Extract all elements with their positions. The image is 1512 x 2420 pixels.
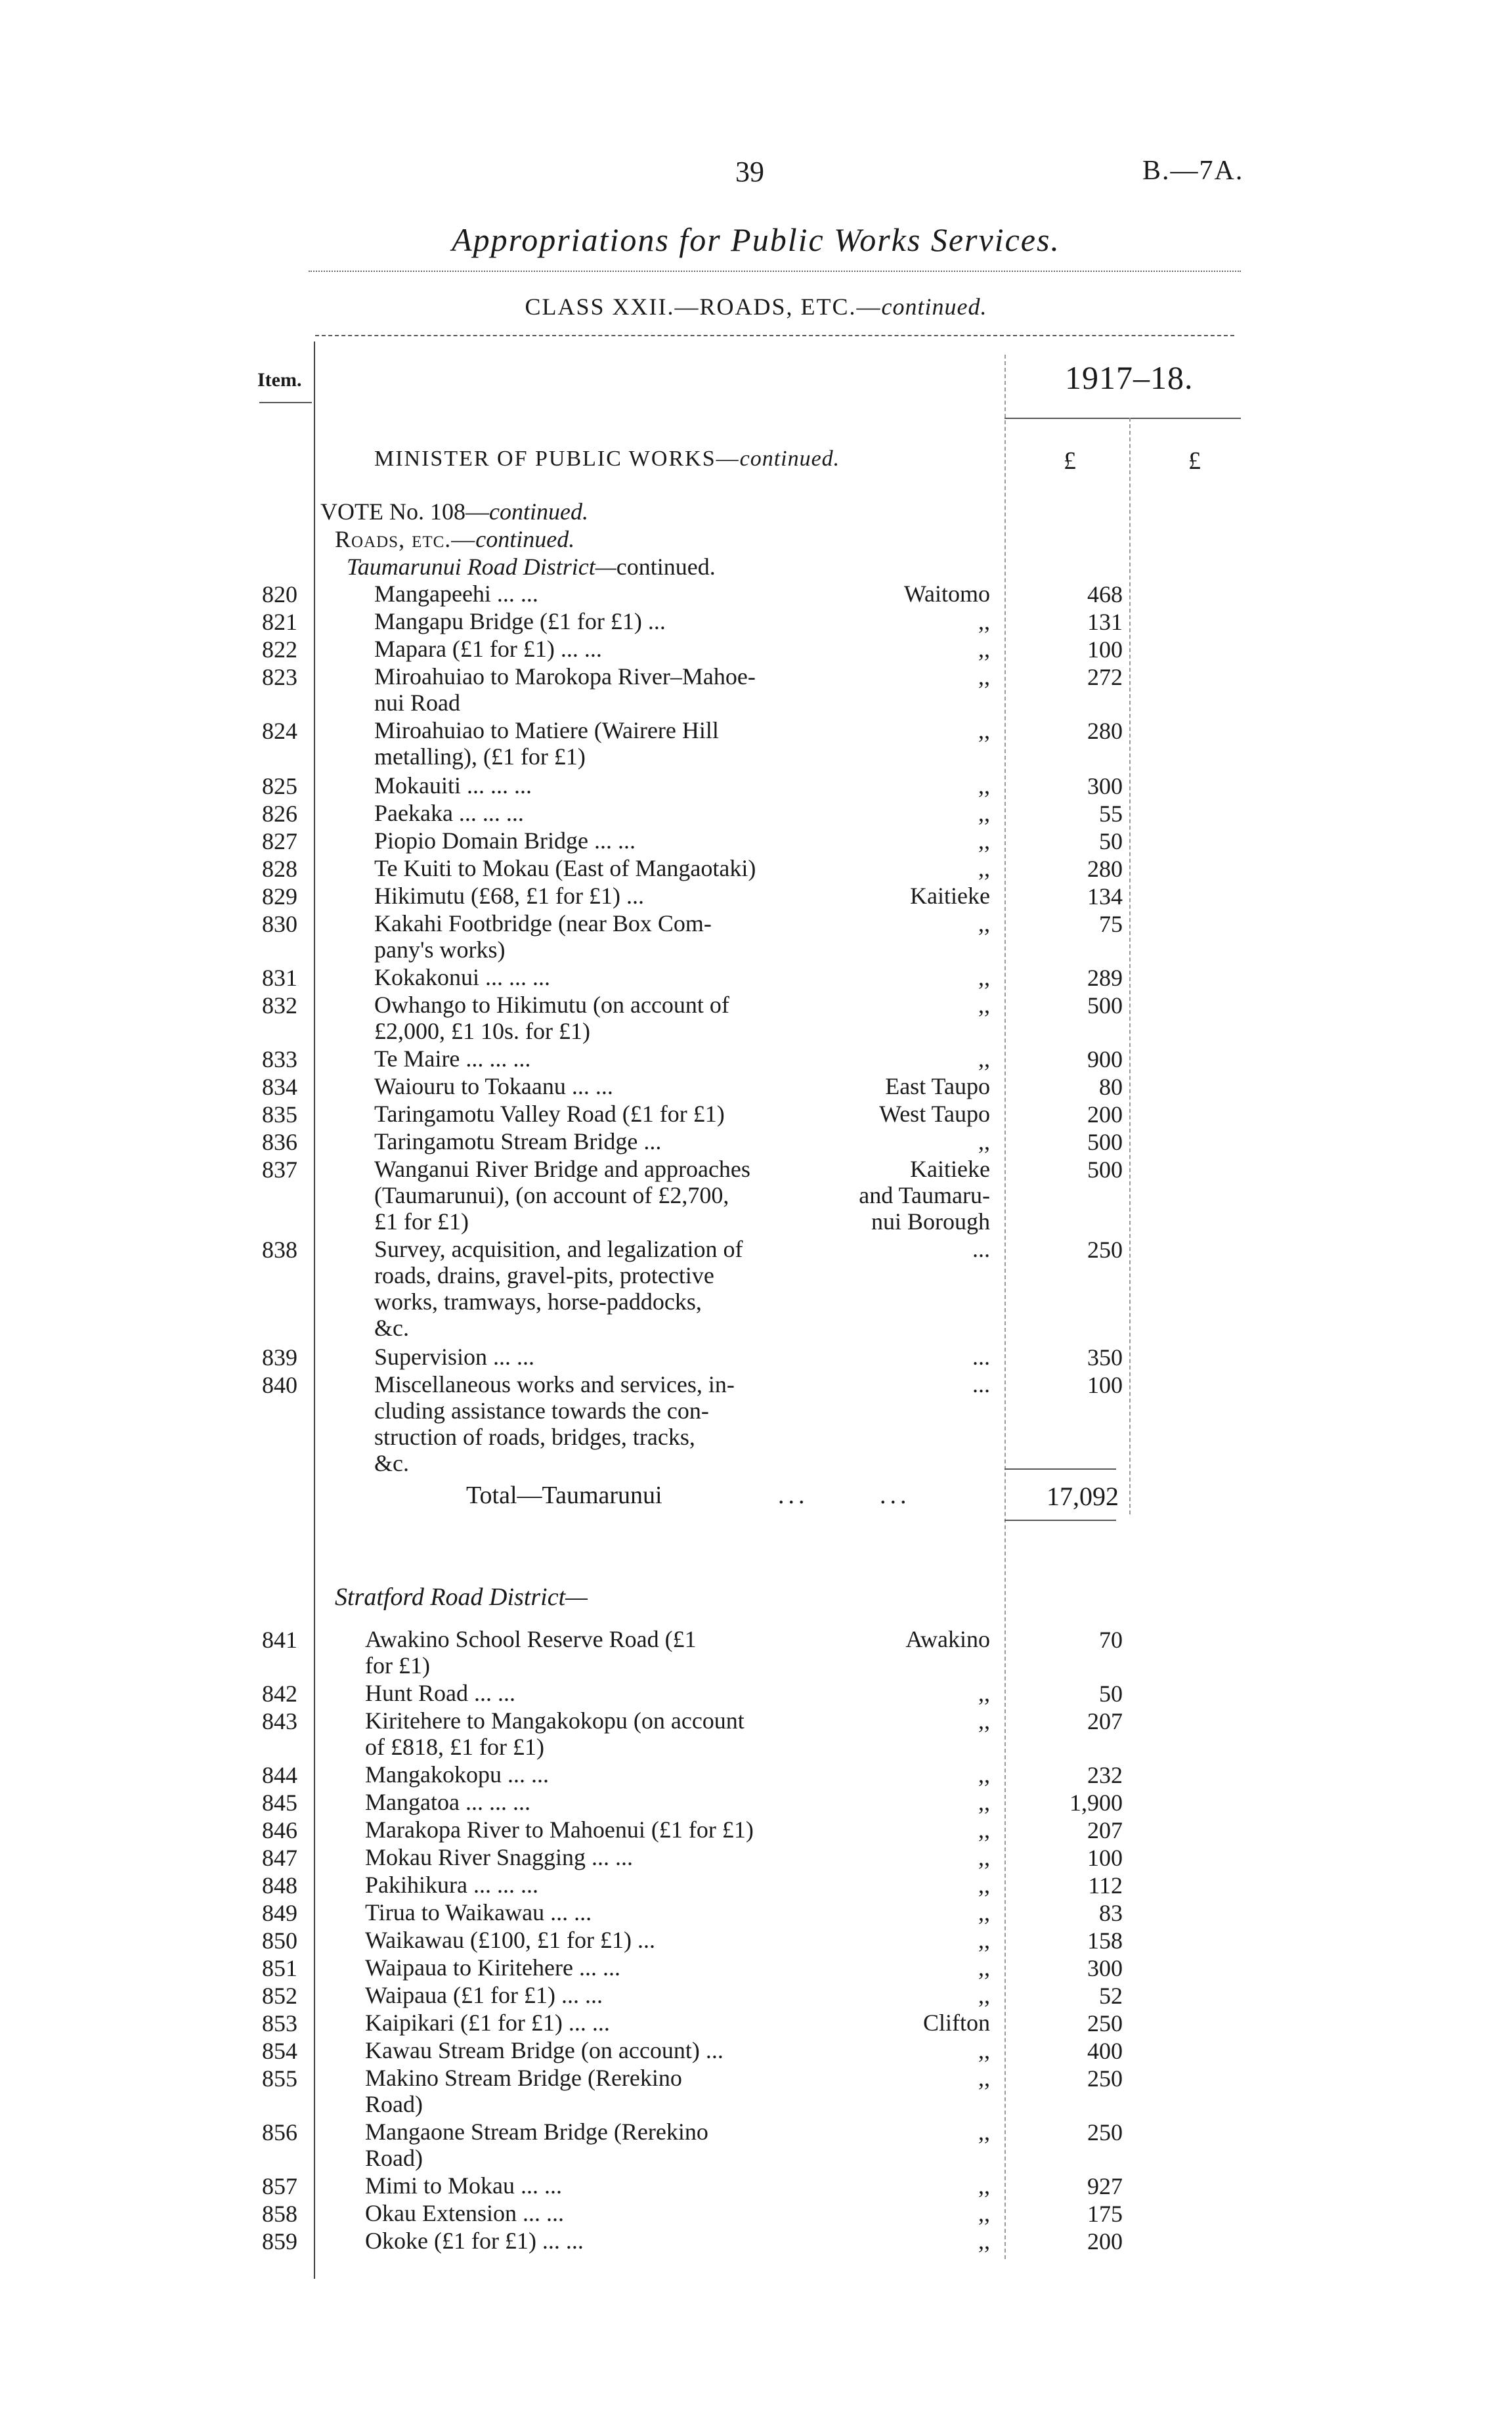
item-amount: 80 bbox=[1099, 1074, 1123, 1100]
item-amount: 250 bbox=[1087, 2010, 1123, 2036]
item-number: 832 bbox=[262, 992, 297, 1019]
item-description: Mangakokopu ... ... bbox=[365, 1761, 549, 1788]
item-district: ,, bbox=[978, 1872, 990, 1898]
total-label: Total—Taumarunui bbox=[466, 1482, 662, 1509]
item-number: 837 bbox=[262, 1156, 297, 1183]
item-district: ,, bbox=[978, 1954, 990, 1981]
item-district: West Taupo bbox=[879, 1101, 990, 1127]
item-number: 825 bbox=[262, 773, 297, 799]
item-amount: 175 bbox=[1087, 2201, 1123, 2227]
item-number: 835 bbox=[262, 1101, 297, 1128]
year-header-rule bbox=[1004, 418, 1241, 419]
item-number: 850 bbox=[262, 1927, 297, 1954]
item-description: Taringamotu Stream Bridge ... bbox=[374, 1128, 662, 1155]
item-district: Awakino bbox=[905, 1626, 990, 1652]
item-description: Kakahi Footbridge (near Box Com- pany's works) bbox=[374, 910, 712, 963]
item-amount: 100 bbox=[1087, 636, 1123, 663]
item-number: 822 bbox=[262, 636, 297, 663]
minister-heading-continued: continued. bbox=[739, 447, 840, 471]
item-description: Waipaua (£1 for £1) ... ... bbox=[365, 1982, 603, 2008]
item-header-rule bbox=[259, 402, 312, 403]
class-heading bbox=[0, 293, 1512, 320]
item-amount: 200 bbox=[1087, 1101, 1123, 1128]
item-number: 845 bbox=[262, 1790, 297, 1816]
item-amount: 207 bbox=[1087, 1817, 1123, 1843]
item-description: Tirua to Waikawau ... ... bbox=[365, 1899, 592, 1925]
class-heading-text: CLASS XXII.—ROADS, ETC.— bbox=[525, 294, 882, 320]
item-number: 858 bbox=[262, 2201, 297, 2227]
class-heading-continued: continued. bbox=[881, 294, 987, 320]
item-district: ,, bbox=[978, 1128, 990, 1155]
year-column-header: 1917–18. bbox=[1065, 359, 1194, 396]
item-description: Kaipikari (£1 for £1) ... ... bbox=[365, 2010, 610, 2036]
item-district: ,, bbox=[978, 663, 990, 690]
item-amount: 300 bbox=[1087, 1955, 1123, 1981]
item-number: 841 bbox=[262, 1627, 297, 1653]
item-description: Marakopa River to Mahoenui (£1 for £1) bbox=[365, 1816, 754, 1843]
item-description: Taringamotu Valley Road (£1 for £1) bbox=[374, 1101, 725, 1127]
item-district: ,, bbox=[978, 2200, 990, 2226]
item-description: Te Kuiti to Mokau (East of Mangaotaki) bbox=[374, 855, 756, 881]
roads-heading-text: Roads, etc.— bbox=[335, 526, 476, 552]
item-district: ... bbox=[972, 1344, 990, 1370]
item-number: 824 bbox=[262, 718, 297, 744]
item-amount: 1,900 bbox=[1069, 1790, 1123, 1816]
district-heading-text: Taumarunui Road District— bbox=[347, 554, 616, 580]
item-district: ,, bbox=[978, 1707, 990, 1734]
district-heading-continued: continued. bbox=[616, 554, 716, 580]
item-number: 821 bbox=[262, 609, 297, 635]
item-amount: 55 bbox=[1099, 801, 1123, 827]
item-number: 851 bbox=[262, 1955, 297, 1981]
roads-heading-continued: continued. bbox=[475, 526, 575, 552]
item-number: 840 bbox=[262, 1372, 297, 1398]
item-number: 829 bbox=[262, 883, 297, 910]
title-rule bbox=[309, 271, 1241, 272]
item-district: ,, bbox=[978, 800, 990, 826]
item-description: Pakihikura ... ... ... bbox=[365, 1872, 538, 1898]
item-description: Waikawau (£100, £1 for £1) ... bbox=[365, 1927, 655, 1953]
item-number: 836 bbox=[262, 1129, 297, 1155]
item-district: ... bbox=[972, 1371, 990, 1397]
item-amount: 75 bbox=[1099, 911, 1123, 937]
item-district: East Taupo bbox=[885, 1073, 990, 1099]
item-amount: 280 bbox=[1087, 718, 1123, 744]
item-amount: 158 bbox=[1087, 1927, 1123, 1954]
item-amount: 280 bbox=[1087, 856, 1123, 882]
item-district: Clifton bbox=[922, 2010, 990, 2036]
item-description: Survey, acquisition, and legalization of roads, drains, gravel-pits, protective works, tramways, horse-paddocks, &c. bbox=[374, 1236, 743, 1341]
total-rule-bottom bbox=[1004, 1520, 1116, 1521]
item-description: Awakino School Reserve Road (£1 for £1) bbox=[365, 1626, 697, 1679]
item-number: 859 bbox=[262, 2228, 297, 2255]
item-number: 826 bbox=[262, 801, 297, 827]
item-amount: 500 bbox=[1087, 992, 1123, 1019]
item-amount: 300 bbox=[1087, 773, 1123, 799]
item-amount: 468 bbox=[1087, 581, 1123, 607]
item-amount: 400 bbox=[1087, 2038, 1123, 2064]
item-amount: 500 bbox=[1087, 1129, 1123, 1155]
item-number: 828 bbox=[262, 856, 297, 882]
page-title: Appropriations for Public Works Services. bbox=[452, 221, 1060, 258]
item-district: ,, bbox=[978, 717, 990, 743]
item-district: ,, bbox=[978, 772, 990, 799]
item-number: 853 bbox=[262, 2010, 297, 2036]
item-number: 827 bbox=[262, 828, 297, 854]
document-code: B.—7A. bbox=[1142, 156, 1244, 186]
item-amount: 70 bbox=[1099, 1627, 1123, 1653]
item-amount: 131 bbox=[1087, 609, 1123, 635]
item-district: ,, bbox=[978, 1680, 990, 1706]
total-rule-top bbox=[1004, 1468, 1116, 1470]
item-description: Mimi to Mokau ... ... bbox=[365, 2172, 563, 2199]
item-district: Kaitieke and Taumaru- nui Borough bbox=[859, 1156, 990, 1235]
vote-heading-text: VOTE No. 108— bbox=[320, 498, 489, 525]
item-district: ,, bbox=[978, 1844, 990, 1870]
item-district: ,, bbox=[978, 2037, 990, 2063]
item-amount: 52 bbox=[1099, 1983, 1123, 2009]
item-number: 849 bbox=[262, 1900, 297, 1926]
item-district: ... bbox=[972, 1236, 990, 1262]
item-number: 842 bbox=[262, 1681, 297, 1707]
item-number: 844 bbox=[262, 1762, 297, 1788]
item-amount: 900 bbox=[1087, 1046, 1123, 1072]
item-number: 855 bbox=[262, 2065, 297, 2092]
item-description: Mokauiti ... ... ... bbox=[374, 772, 532, 799]
item-number: 831 bbox=[262, 965, 297, 991]
item-amount: 927 bbox=[1087, 2173, 1123, 2199]
item-amount: 250 bbox=[1087, 2065, 1123, 2092]
item-description: Makino Stream Bridge (Rerekino Road) bbox=[365, 2065, 682, 2117]
item-description: Kawau Stream Bridge (on account) ... bbox=[365, 2037, 724, 2063]
total-dots-1: ... bbox=[778, 1482, 809, 1509]
item-column-header: Item. bbox=[257, 369, 302, 391]
item-description: Hikimutu (£68, £1 for £1) ... bbox=[374, 883, 644, 909]
item-description: Mangatoa ... ... ... bbox=[365, 1789, 530, 1815]
item-amount: 250 bbox=[1087, 1237, 1123, 1263]
item-description: Mapara (£1 for £1) ... ... bbox=[374, 636, 602, 662]
item-number: 852 bbox=[262, 1983, 297, 2009]
item-description: Miroahuiao to Marokopa River–Mahoe- nui Road bbox=[374, 663, 756, 716]
item-number: 830 bbox=[262, 911, 297, 937]
vote-heading-continued: continued. bbox=[488, 498, 588, 525]
item-amount: 134 bbox=[1087, 883, 1123, 910]
item-number: 843 bbox=[262, 1708, 297, 1734]
item-district: ,, bbox=[978, 1761, 990, 1788]
item-district: ,, bbox=[978, 964, 990, 990]
total-value: 17,092 bbox=[1047, 1482, 1119, 1511]
item-description: Mokau River Snagging ... ... bbox=[365, 1844, 633, 1870]
item-amount: 50 bbox=[1099, 828, 1123, 854]
item-amount: 232 bbox=[1087, 1762, 1123, 1788]
item-number: 846 bbox=[262, 1817, 297, 1843]
item-number: 838 bbox=[262, 1237, 297, 1263]
amount-column-divider bbox=[1129, 418, 1131, 1514]
stratford-heading: Stratford Road District— bbox=[335, 1583, 588, 1611]
pound-sign-1: £ bbox=[1064, 447, 1076, 475]
item-amount: 50 bbox=[1099, 1681, 1123, 1707]
item-number: 857 bbox=[262, 2173, 297, 2199]
item-column-divider bbox=[314, 341, 315, 2279]
item-district: ,, bbox=[978, 1899, 990, 1925]
item-district: ,, bbox=[978, 2065, 990, 2091]
item-district: ,, bbox=[978, 608, 990, 634]
item-description: Okau Extension ... ... bbox=[365, 2200, 564, 2226]
item-description: Owhango to Hikimutu (on account of £2,000, £1 10s. for £1) bbox=[374, 992, 729, 1044]
item-district: ,, bbox=[978, 855, 990, 881]
pound-sign-2: £ bbox=[1188, 447, 1201, 475]
item-amount: 250 bbox=[1087, 2119, 1123, 2145]
item-district: ,, bbox=[978, 827, 990, 854]
item-description: Okoke (£1 for £1) ... ... bbox=[365, 2228, 584, 2254]
item-amount: 289 bbox=[1087, 965, 1123, 991]
item-description: Hunt Road ... ... bbox=[365, 1680, 515, 1706]
item-amount: 500 bbox=[1087, 1156, 1123, 1183]
item-description: Supervision ... ... bbox=[374, 1344, 535, 1370]
item-district: ,, bbox=[978, 992, 990, 1018]
item-amount: 272 bbox=[1087, 664, 1123, 690]
item-amount: 200 bbox=[1087, 2228, 1123, 2255]
item-description: Piopio Domain Bridge ... ... bbox=[374, 827, 636, 854]
district-heading bbox=[347, 553, 716, 581]
heading-rule bbox=[315, 335, 1234, 336]
item-description: Miscellaneous works and services, in- cluding assistance towards the con- struction of roads, bridges, tracks, &c. bbox=[374, 1371, 735, 1476]
item-district: Kaitieke bbox=[910, 883, 990, 909]
item-description: Wanganui River Bridge and approaches (Taumarunui), (on account of £2,700, £1 for £1) bbox=[374, 1156, 750, 1235]
item-district: ,, bbox=[978, 910, 990, 936]
item-district: ,, bbox=[978, 1982, 990, 2008]
item-amount: 112 bbox=[1088, 1872, 1123, 1899]
item-district: ,, bbox=[978, 1927, 990, 1953]
item-district: ,, bbox=[978, 2228, 990, 2254]
total-dots-2: ... bbox=[880, 1482, 911, 1509]
item-amount: 207 bbox=[1087, 1708, 1123, 1734]
item-number: 856 bbox=[262, 2119, 297, 2145]
item-number: 833 bbox=[262, 1046, 297, 1072]
item-number: 834 bbox=[262, 1074, 297, 1100]
item-description: Kokakonui ... ... ... bbox=[374, 964, 550, 990]
item-description: Te Maire ... ... ... bbox=[374, 1045, 531, 1072]
item-description: Mangaone Stream Bridge (Rerekino Road) bbox=[365, 2119, 708, 2171]
minister-heading bbox=[374, 447, 840, 472]
page-number: 39 bbox=[735, 156, 764, 188]
item-number: 823 bbox=[262, 664, 297, 690]
roads-heading bbox=[335, 525, 574, 553]
item-description: Waipaua to Kiritehere ... ... bbox=[365, 1954, 620, 1981]
minister-heading-text: MINISTER OF PUBLIC WORKS— bbox=[374, 447, 740, 471]
item-district: ,, bbox=[978, 1045, 990, 1072]
item-amount: 83 bbox=[1099, 1900, 1123, 1926]
item-district: ,, bbox=[978, 1816, 990, 1843]
item-description: Paekaka ... ... ... bbox=[374, 800, 524, 826]
item-number: 839 bbox=[262, 1344, 297, 1371]
item-description: Kiritehere to Mangakokopu (on account of £818, £1 for £1) bbox=[365, 1707, 745, 1760]
item-district: Waitomo bbox=[903, 581, 990, 607]
item-amount: 100 bbox=[1087, 1845, 1123, 1871]
item-number: 848 bbox=[262, 1872, 297, 1899]
item-district: ,, bbox=[978, 1789, 990, 1815]
item-description: Mangapeehi ... ... bbox=[374, 581, 538, 607]
item-amount: 100 bbox=[1087, 1372, 1123, 1398]
item-description: Miroahuiao to Matiere (Wairere Hill metalling), (£1 for £1) bbox=[374, 717, 719, 770]
item-number: 820 bbox=[262, 581, 297, 607]
item-district: ,, bbox=[978, 2172, 990, 2199]
item-number: 854 bbox=[262, 2038, 297, 2064]
item-description: Mangapu Bridge (£1 for £1) ... bbox=[374, 608, 666, 634]
item-amount: 350 bbox=[1087, 1344, 1123, 1371]
item-district: ,, bbox=[978, 636, 990, 662]
item-description: Waiouru to Tokaanu ... ... bbox=[374, 1073, 613, 1099]
item-district: ,, bbox=[978, 2119, 990, 2145]
item-number: 847 bbox=[262, 1845, 297, 1871]
vote-heading bbox=[320, 498, 588, 525]
